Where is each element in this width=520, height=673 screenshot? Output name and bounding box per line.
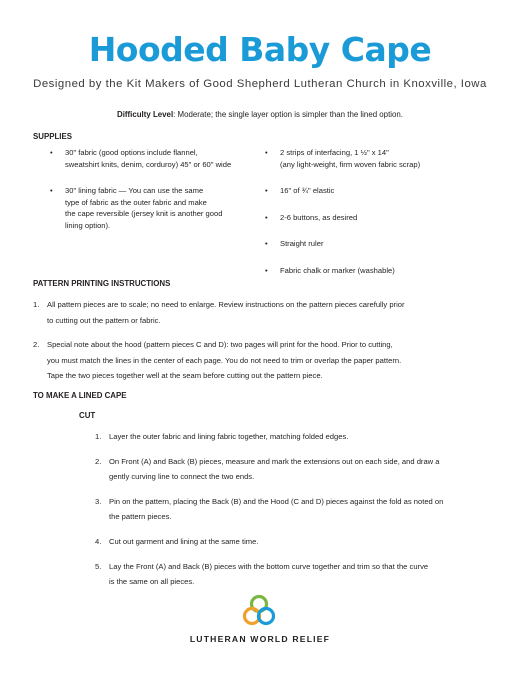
step-number: 1. — [33, 300, 40, 309]
numbered-step — [95, 454, 475, 485]
bullet-icon: • — [265, 186, 268, 196]
supply-item — [50, 147, 265, 170]
page-title: Hooded Baby Cape — [88, 30, 432, 69]
supply-item-text: (any light-weight, firm woven fabric scrap) — [280, 159, 421, 169]
supply-item-text: 30" lining fabric — You can use the same — [65, 186, 204, 196]
step-text: the pattern pieces. — [109, 512, 172, 522]
difficulty-label: Difficulty Level — [117, 110, 174, 119]
numbered-step — [95, 494, 475, 525]
numbered-step — [95, 429, 475, 445]
difficulty-line — [0, 109, 520, 120]
page-subtitle: Designed by the Kit Makers of Good Shepherd Lutheran Church in Knoxville, Iowa — [33, 78, 487, 90]
supply-item-text: 30" fabric (good options include flannel, — [65, 148, 198, 157]
step-text: you must match the lines in the center of each page. You do not need to trim or overlap the paper pattern. — [47, 355, 402, 365]
lined-cape-heading: TO MAKE A LINED CAPE — [33, 391, 127, 400]
step-text: is the same on all pieces. — [109, 577, 195, 587]
cut-steps-list — [95, 429, 475, 599]
step-number: 4. — [95, 536, 102, 546]
step-number: 1. — [95, 432, 102, 441]
supply-item — [265, 265, 480, 277]
bullet-icon: • — [50, 148, 53, 157]
printing-list — [33, 297, 493, 393]
supply-item — [265, 147, 480, 170]
difficulty-text: : Moderate; the single layer option is simpler than the lined option. — [173, 110, 403, 119]
step-text: Special note about the hood (pattern pieces C and D): two pages will print for the hood. Prior to cutting, — [47, 340, 393, 350]
step-text: On Front (A) and Back (B) pieces, measure and mark the extensions out on each side, and draw a — [109, 456, 440, 466]
supply-item — [50, 185, 265, 231]
supply-item-text: Fabric chalk or marker (washable) — [280, 265, 395, 275]
bullet-icon: • — [265, 265, 268, 275]
supply-item-text: type of fabric as the outer fabric and make — [65, 197, 207, 207]
step-number: 2. — [95, 456, 102, 466]
step-number: 3. — [95, 496, 102, 506]
step-number: 2. — [33, 340, 40, 350]
supplies-left-column — [50, 147, 265, 247]
numbered-step — [95, 534, 475, 550]
supplies-heading: SUPPLIES — [33, 132, 73, 141]
step-text: Lay the Front (A) and Back (B) pieces with the bottom curve together and trim so that the curve — [109, 561, 429, 571]
supply-item — [265, 238, 480, 250]
bullet-icon: • — [265, 239, 268, 249]
step-number: 5. — [95, 561, 102, 571]
step-text: Cut out garment and lining at the same time. — [109, 536, 259, 546]
supply-item-text: sweatshirt knits, denim, corduroy) 45" or 60" wide — [65, 159, 232, 169]
supply-item-text: Straight ruler — [280, 239, 324, 249]
three-interlocking-rings-icon — [241, 594, 277, 630]
step-text: gently curving line to connect the two ends. — [109, 472, 255, 482]
step-text: Pin on the pattern, placing the Back (B) and the Hood (C and D) pieces against the fold as noted on — [109, 496, 444, 506]
supply-item — [265, 212, 480, 224]
supply-item — [265, 185, 480, 197]
bullet-icon: • — [265, 148, 268, 157]
step-text: to cutting out the pattern or fabric. — [47, 315, 161, 325]
bullet-icon: • — [50, 186, 53, 196]
supply-item-text: 2 strips of interfacing, 1 ½" x 14" — [280, 148, 389, 157]
supply-item-text: lining option). — [65, 220, 111, 230]
cut-subheading: CUT — [79, 411, 96, 420]
step-text: Tape the two pieces together well at the seam before cutting out the pattern piece. — [47, 371, 323, 381]
supply-item-text: 16" of ¾" elastic — [280, 186, 335, 196]
step-text: All pattern pieces are to scale; no need to enlarge. Review instructions on the pattern pieces carefully prior — [47, 300, 405, 309]
bullet-icon: • — [265, 212, 268, 222]
supplies-right-column — [265, 147, 480, 292]
supply-item-text: the cape reversible (jersey knit is another good — [65, 209, 223, 219]
step-text: Layer the outer fabric and lining fabric together, matching folded edges. — [109, 432, 349, 441]
organization-name: LUTHERAN WORLD RELIEF — [189, 634, 331, 644]
numbered-step — [33, 297, 493, 328]
numbered-step — [95, 559, 475, 590]
numbered-step — [33, 337, 493, 384]
supply-item-text: 2-6 buttons, as desired — [280, 212, 358, 222]
printing-heading: PATTERN PRINTING INSTRUCTIONS — [33, 279, 171, 288]
